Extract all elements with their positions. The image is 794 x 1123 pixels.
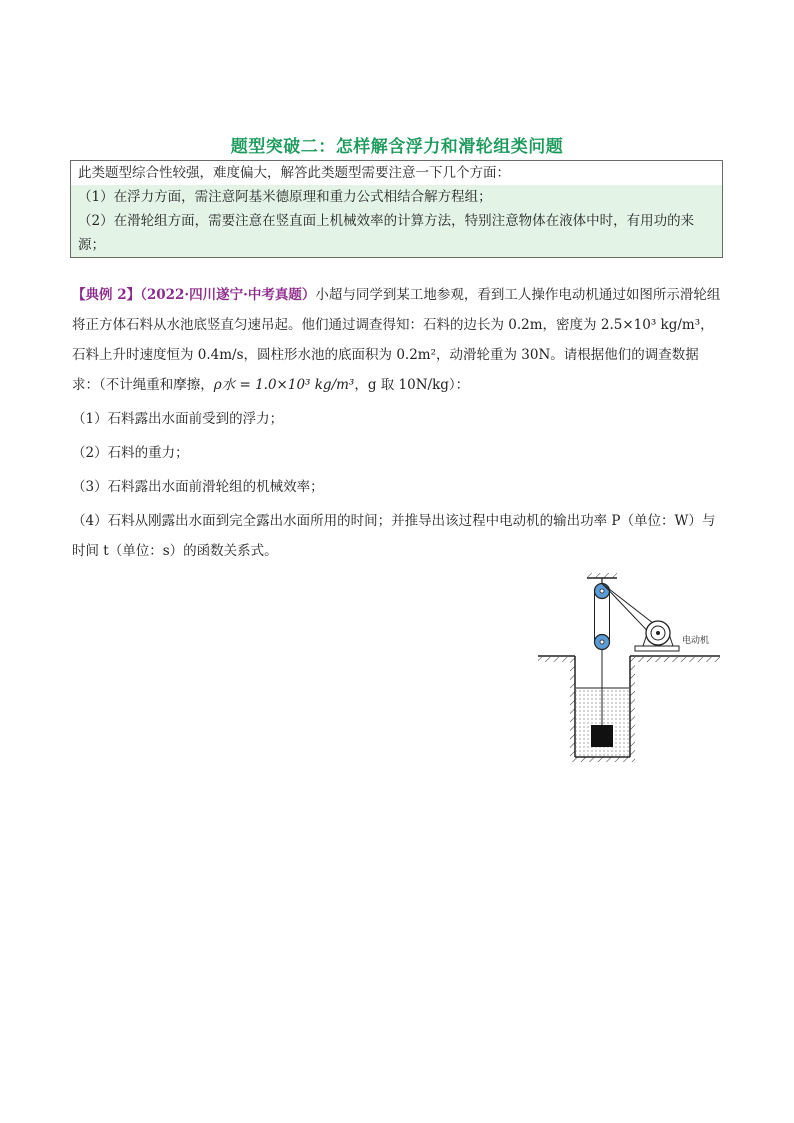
density-value: 2.5×10³ kg/m³: [600, 317, 701, 333]
question-4: （4）石料从刚露出水面到完全露出水面所用的时间；并推导出该过程中电动机的输出功率 P（单位：W）与时间 t（单位：s）的函数关系式。: [72, 513, 716, 559]
question-3: （3）石料露出水面前滑轮组的机械效率；: [72, 479, 324, 495]
motor-label: 电动机: [682, 636, 710, 646]
problem-block: [72, 280, 722, 566]
tips-box: [70, 160, 723, 258]
stone-block: [591, 725, 613, 747]
question-2: （2）石料的重力；: [72, 445, 189, 461]
ceiling: [587, 573, 617, 578]
water-density: ρ水 = 1.0×10³ kg/m³: [213, 377, 355, 393]
page-title: 题型突破二：怎样解含浮力和滑轮组类问题: [230, 137, 564, 157]
tips-intro: 此类题型综合性较强，难度偏大，解答此类题型需要注意一下几个方面：: [78, 165, 510, 181]
tip-item-2: （2）在滑轮组方面，需要注意在竖直面上机械效率的计算方法，特别注意物体在液体中时，有用功的来源；: [71, 209, 722, 257]
problem-text-3: ，g 取 10N/kg）：: [354, 377, 470, 393]
pulley-system-diagram: [535, 570, 725, 765]
electric-motor-icon: [635, 621, 679, 651]
problem-stem: [72, 280, 722, 400]
example-tag: 【典例 2】（2022·四川遂宁·中考真题）: [72, 287, 316, 303]
problem-text-1: 小超与同学到某工地参观，看到工人操作电动机通过如图所示滑轮组将正方体石料从水池底竖直匀速吊起。他们通过调查得知：石料的边长为 0.2m，密度为: [72, 287, 721, 333]
tip-item-1: （1）在浮力方面，需注意阿基米德原理和重力公式相结合解方程组；: [71, 185, 722, 209]
ground: [538, 656, 720, 662]
problem-text-2: ，石料上升时速度恒为 0.4m/s，圆柱形水池的底面积为 0.2m²，动滑轮重为 30N。请根据他们的调查数据求：（不计绳重和摩擦，: [72, 317, 714, 393]
question-1: （1）石料露出水面前受到的浮力；: [72, 411, 284, 427]
